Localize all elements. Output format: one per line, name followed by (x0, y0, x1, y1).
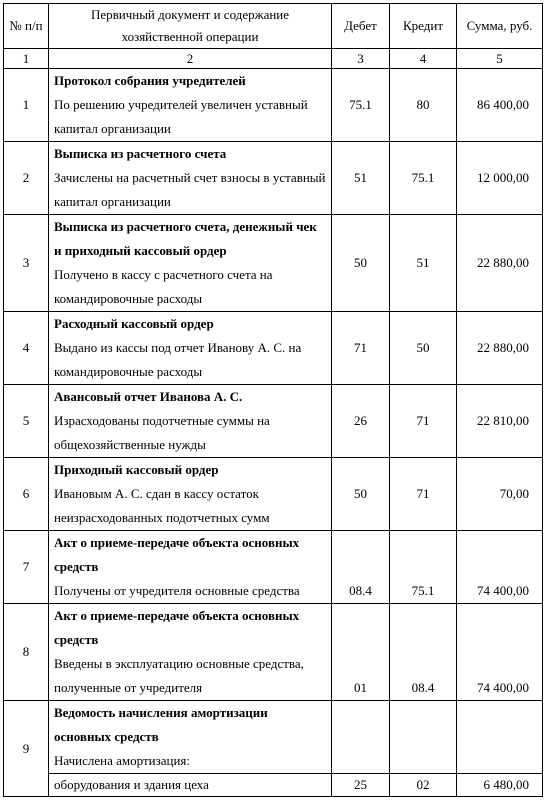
table-row (4, 312, 543, 385)
operation-description: Израсходованы подотчетные суммы на общехозяйственные нужды (54, 413, 270, 452)
sum-cell: 70,00 (457, 458, 543, 531)
sum-cell: 12 000,00 (457, 142, 543, 215)
column-number: 3 (332, 49, 390, 69)
operation-description: Получено в кассу с расчетного счета на командировочные расходы (54, 267, 273, 306)
row-number: 3 (4, 215, 49, 312)
debit-cell: 25 (332, 774, 390, 797)
row-number: 8 (4, 604, 49, 701)
table-row (4, 69, 543, 142)
document-title: Приходный кассовый ордер (54, 462, 219, 477)
credit-cell: 71 (390, 458, 457, 531)
header-debit: Дебет (332, 4, 390, 49)
table-row (4, 701, 543, 774)
credit-cell-empty (390, 701, 457, 774)
document-title: Протокол собрания учредителей (54, 73, 246, 88)
operation-description: Получены от учредителя основные средства (54, 583, 300, 598)
table-row (4, 215, 543, 312)
sum-cell: 22 880,00 (457, 215, 543, 312)
column-number: 2 (49, 49, 332, 69)
credit-cell: 71 (390, 385, 457, 458)
credit-cell: 08.4 (390, 604, 457, 701)
operation-cell (49, 142, 332, 215)
sum-cell: 86 400,00 (457, 69, 543, 142)
row-number: 5 (4, 385, 49, 458)
document-title: Авансовый отчет Иванова А. С. (54, 389, 243, 404)
table-subrow (4, 774, 543, 797)
row-number: 1 (4, 69, 49, 142)
credit-cell: 75.1 (390, 142, 457, 215)
debit-cell-empty (332, 701, 390, 774)
accounting-journal-table (3, 3, 543, 797)
table-row (4, 385, 543, 458)
sum-cell-empty (457, 701, 543, 774)
document-title: Расходный кассовый ордер (54, 316, 214, 331)
operation-cell (49, 604, 332, 701)
header-sum: Сумма, руб. (457, 4, 543, 49)
debit-cell: 50 (332, 215, 390, 312)
operation-cell (49, 215, 332, 312)
sum-cell: 22 880,00 (457, 312, 543, 385)
column-number: 5 (457, 49, 543, 69)
document-title: Выписка из расчетного счета (54, 146, 227, 161)
operation-cell (49, 385, 332, 458)
debit-cell: 71 (332, 312, 390, 385)
operation-cell (49, 701, 332, 774)
operation-cell (49, 458, 332, 531)
operation-description: Зачислены на расчетный счет взносы в уставный капитал организации (54, 170, 326, 209)
operation-cell (49, 312, 332, 385)
debit-cell: 08.4 (332, 531, 390, 604)
sum-cell: 22 810,00 (457, 385, 543, 458)
table-row (4, 458, 543, 531)
credit-cell: 50 (390, 312, 457, 385)
row-number: 4 (4, 312, 49, 385)
header-num: № п/п (4, 4, 49, 49)
sum-cell: 74 400,00 (457, 604, 543, 701)
column-number: 1 (4, 49, 49, 69)
row-number: 6 (4, 458, 49, 531)
header-credit: Кредит (390, 4, 457, 49)
credit-cell: 80 (390, 69, 457, 142)
operation-description: По решению учредителей увеличен уставный капитал организации (54, 97, 308, 136)
document-title: Акт о приеме-передаче объекта основных средств (54, 535, 300, 574)
operation-cell (49, 531, 332, 604)
operation-description: Введены в эксплуатацию основные средства, полученные от учредителя (54, 656, 304, 695)
row-number: 2 (4, 142, 49, 215)
credit-cell: 75.1 (390, 531, 457, 604)
document-title: Выписка из расчетного счета, денежный чек и приходный кассовый ордер (54, 219, 317, 258)
document-title: Ведомость начисления амортизации основных средств (54, 705, 268, 744)
operation-sub-description: оборудования и здания цеха (49, 774, 332, 797)
header-document: Первичный документ и содержание хозяйственной операции (49, 4, 332, 49)
credit-cell: 02 (390, 774, 457, 797)
column-number-row (4, 49, 543, 69)
debit-cell: 51 (332, 142, 390, 215)
operation-description: Ивановым А. С. сдан в кассу остаток неизрасходованных подотчетных сумм (54, 486, 270, 525)
column-number: 4 (390, 49, 457, 69)
document-title: Акт о приеме-передаче объекта основных средств (54, 608, 300, 647)
operation-description: Выдано из кассы под отчет Иванову А. С. на командировочные расходы (54, 340, 302, 379)
operation-cell (49, 69, 332, 142)
debit-cell: 26 (332, 385, 390, 458)
debit-cell: 50 (332, 458, 390, 531)
sum-cell: 6 480,00 (457, 774, 543, 797)
table-header-row (4, 4, 543, 49)
sum-cell: 74 400,00 (457, 531, 543, 604)
table-row (4, 531, 543, 604)
debit-cell: 75.1 (332, 69, 390, 142)
credit-cell: 51 (390, 215, 457, 312)
operation-description: Начислена амортизация: (54, 753, 191, 768)
debit-cell: 01 (332, 604, 390, 701)
row-number: 7 (4, 531, 49, 604)
table-row (4, 142, 543, 215)
table-row (4, 604, 543, 701)
row-number: 9 (4, 701, 49, 797)
